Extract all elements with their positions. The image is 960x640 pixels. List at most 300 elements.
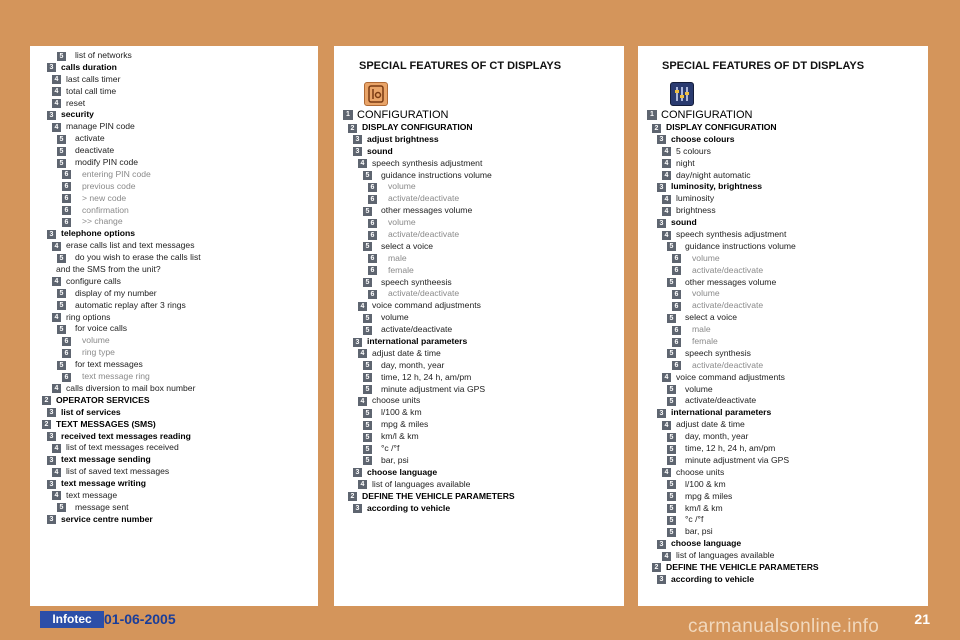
menu-row [638, 181, 928, 193]
level-badge: 5 [363, 361, 372, 370]
menu-row [638, 288, 928, 300]
menu-row [638, 229, 928, 241]
menu-row [30, 181, 318, 193]
level-badge: 4 [52, 313, 61, 322]
menu-row [334, 360, 624, 372]
menu-row [334, 181, 624, 193]
menu-row [638, 574, 928, 586]
level-badge: 5 [57, 361, 66, 370]
level-badge: 5 [667, 492, 676, 501]
level-badge: 6 [368, 254, 377, 263]
menu-row-label: male [388, 252, 407, 263]
menu-row [334, 419, 624, 431]
menu-row-label: OPERATOR SERVICES [56, 394, 150, 405]
level-badge: 5 [363, 421, 372, 430]
menu-row [638, 550, 928, 562]
menu-row [30, 193, 318, 205]
menu-row-label: text message writing [61, 478, 147, 489]
menu-row-label: telephone options [61, 228, 135, 239]
menu-row-label: °c /°f [381, 443, 400, 454]
menu-row [30, 121, 318, 133]
menu-row-label: female [388, 264, 414, 275]
menu-row [334, 134, 624, 146]
level-badge: 3 [47, 230, 56, 239]
menu-row-label: brightness [676, 205, 716, 216]
level-badge: 4 [52, 242, 61, 251]
menu-row-label: activate/deactivate [388, 229, 460, 240]
menu-tree-list [638, 108, 928, 586]
level-badge: 6 [368, 195, 377, 204]
menu-row-label: km/l & km [685, 502, 723, 513]
menu-row-label: day, month, year [381, 359, 445, 370]
menu-row-label: erase calls list and text messages [66, 240, 195, 251]
level-badge: 6 [672, 290, 681, 299]
level-badge: 3 [657, 540, 666, 549]
menu-row-label: select a voice [685, 312, 738, 323]
menu-row [334, 503, 624, 515]
menu-row-label: according to vehicle [671, 573, 755, 584]
menu-row [30, 276, 318, 288]
menu-row-label: >> change [82, 216, 123, 227]
menu-row-label: activate/deactivate [388, 193, 460, 204]
menu-row [638, 134, 928, 146]
menu-row-label: volume [82, 335, 110, 346]
level-badge: 5 [667, 480, 676, 489]
level-badge: 4 [52, 491, 61, 500]
menu-row [638, 146, 928, 158]
menu-row-label: security [61, 109, 94, 120]
menu-row [30, 312, 318, 324]
menu-row [638, 503, 928, 515]
menu-row [30, 335, 318, 347]
menu-row-label: volume [381, 312, 409, 323]
menu-row [638, 122, 928, 134]
level-badge: 5 [363, 171, 372, 180]
menu-column-1 [30, 46, 318, 606]
menu-row-label: speech synthesis adjustment [676, 229, 787, 240]
level-badge: 5 [667, 433, 676, 442]
menu-row [638, 217, 928, 229]
level-badge: 5 [667, 504, 676, 513]
menu-row [30, 478, 318, 490]
menu-row [30, 395, 318, 407]
menu-row [334, 277, 624, 289]
level-badge: 3 [353, 504, 362, 513]
menu-row-label: calls diversion to mail box number [66, 382, 196, 393]
menu-row [30, 466, 318, 478]
menu-row-label: display of my number [75, 287, 157, 298]
menu-row-label: and the SMS from the unit? [56, 264, 161, 275]
menu-row-label: other messages volume [381, 205, 473, 216]
menu-row-label: speech synthesis adjustment [372, 157, 483, 168]
menu-row-label: international parameters [367, 336, 468, 347]
menu-row [30, 502, 318, 514]
level-badge: 5 [57, 301, 66, 310]
menu-row [30, 216, 318, 228]
menu-column-3 [638, 46, 928, 606]
menu-row [334, 241, 624, 253]
level-badge: 5 [363, 445, 372, 454]
menu-row-label: sound [367, 145, 393, 156]
menu-row-label: activate [75, 133, 105, 144]
level-badge: 4 [662, 552, 671, 561]
menu-row-label: day, month, year [685, 431, 749, 442]
menu-row-label: activate/deactivate [685, 395, 757, 406]
level-badge: 2 [42, 420, 51, 429]
level-badge: 5 [363, 242, 372, 251]
menu-row [334, 491, 624, 503]
menu-row [638, 538, 928, 550]
menu-row [638, 467, 928, 479]
menu-row-label: select a voice [381, 240, 434, 251]
level-badge: 6 [62, 349, 71, 358]
menu-row-label: activate/deactivate [692, 264, 764, 275]
level-badge: 4 [52, 123, 61, 132]
menu-row-label: CONFIGURATION [357, 109, 449, 121]
level-badge: 4 [52, 384, 61, 393]
level-badge: 2 [652, 563, 661, 572]
menu-row [638, 205, 928, 217]
level-badge: 5 [363, 326, 372, 335]
menu-row-label: speech synthesis [685, 347, 751, 358]
menu-tree-list [334, 108, 624, 514]
menu-row-label: °c /°f [685, 514, 704, 525]
menu-row [638, 312, 928, 324]
menu-row-label: last calls timer [66, 73, 121, 84]
menu-row-label: activate/deactivate [388, 288, 460, 299]
menu-row-label: for voice calls [75, 323, 128, 334]
menu-row [638, 193, 928, 205]
menu-row [30, 442, 318, 454]
level-badge: 5 [363, 385, 372, 394]
menu-row-label: for text messages [75, 359, 143, 370]
dt-display-icon [670, 82, 694, 106]
menu-row [334, 395, 624, 407]
level-badge: 6 [62, 194, 71, 203]
level-badge: 6 [368, 219, 377, 228]
level-badge: 5 [57, 503, 66, 512]
menu-row-label: total call time [66, 85, 117, 96]
menu-tree-list [30, 50, 318, 526]
level-badge: 4 [662, 468, 671, 477]
menu-row [30, 514, 318, 526]
menu-row [334, 122, 624, 134]
menu-row [334, 205, 624, 217]
menu-row [638, 108, 928, 122]
menu-row-label: adjust date & time [372, 347, 441, 358]
menu-row [30, 419, 318, 431]
menu-row-label: other messages volume [685, 276, 777, 287]
section-title-dt: SPECIAL FEATURES OF DT DISPLAYS [662, 60, 865, 72]
menu-row [334, 158, 624, 170]
menu-row [638, 277, 928, 289]
menu-row [334, 229, 624, 241]
menu-row [638, 562, 928, 574]
level-badge: 3 [47, 111, 56, 120]
menu-row [638, 407, 928, 419]
ct-display-icon [364, 82, 388, 106]
menu-row [30, 50, 318, 62]
menu-row [638, 455, 928, 467]
menu-row [334, 312, 624, 324]
level-badge: 5 [363, 314, 372, 323]
level-badge: 5 [363, 278, 372, 287]
menu-row [638, 384, 928, 396]
menu-row [334, 348, 624, 360]
level-badge: 4 [52, 468, 61, 477]
menu-row-label: bar, psi [685, 526, 713, 537]
menu-row-label: DEFINE THE VEHICLE PARAMETERS [666, 561, 819, 572]
level-badge: 5 [667, 397, 676, 406]
menu-row [334, 300, 624, 312]
level-badge: 6 [368, 266, 377, 275]
menu-row [334, 193, 624, 205]
level-badge: 6 [672, 302, 681, 311]
menu-row-label: choose units [676, 466, 725, 477]
menu-row [30, 347, 318, 359]
menu-row-label: activate/deactivate [381, 324, 453, 335]
menu-row-label: > new code [82, 192, 127, 203]
menu-row-label: voice command adjustments [372, 300, 481, 311]
menu-row-label: male [692, 324, 711, 335]
level-badge: 4 [662, 373, 671, 382]
level-badge: 3 [47, 408, 56, 417]
menu-row [30, 359, 318, 371]
menu-row-label: confirmation [82, 204, 129, 215]
level-badge: 5 [667, 385, 676, 394]
menu-row [334, 384, 624, 396]
level-badge: 5 [57, 135, 66, 144]
menu-row-label: message sent [75, 501, 129, 512]
level-badge: 4 [662, 421, 671, 430]
menu-row [30, 490, 318, 502]
level-badge: 3 [353, 338, 362, 347]
menu-row [30, 407, 318, 419]
menu-row [30, 454, 318, 466]
menu-row [334, 336, 624, 348]
level-badge: 3 [47, 63, 56, 72]
level-badge: 5 [57, 325, 66, 334]
menu-row [638, 419, 928, 431]
menu-row [638, 170, 928, 182]
menu-row-label: time, 12 h, 24 h, am/pm [381, 371, 472, 382]
menu-row-label: text message [66, 489, 118, 500]
level-badge: 6 [672, 338, 681, 347]
level-badge: 5 [57, 52, 66, 61]
menu-row-label: adjust brightness [367, 133, 439, 144]
level-badge: 6 [62, 218, 71, 227]
level-badge: 6 [672, 326, 681, 335]
level-badge: 4 [52, 277, 61, 286]
menu-row-label: l/100 & km [685, 478, 726, 489]
menu-row [638, 265, 928, 277]
level-badge: 1 [343, 110, 353, 120]
menu-row-label: list of text messages received [66, 442, 179, 453]
level-badge: 5 [363, 433, 372, 442]
level-badge: 4 [662, 159, 671, 168]
level-badge: 6 [368, 290, 377, 299]
menu-row [30, 98, 318, 110]
level-badge: 3 [657, 183, 666, 192]
menu-row [30, 169, 318, 181]
menu-row [334, 479, 624, 491]
menu-row [30, 133, 318, 145]
level-badge: 6 [62, 373, 71, 382]
menu-row [638, 324, 928, 336]
menu-row [638, 241, 928, 253]
page-number: 21 [914, 611, 930, 627]
menu-row [638, 395, 928, 407]
menu-row-label: l/100 & km [381, 407, 422, 418]
level-badge: 5 [667, 528, 676, 537]
menu-row-label: minute adjustment via GPS [381, 383, 486, 394]
level-badge: 5 [667, 445, 676, 454]
menu-row-label: international parameters [671, 407, 772, 418]
menu-row [30, 109, 318, 121]
level-badge: 3 [47, 432, 56, 441]
level-badge: 5 [667, 278, 676, 287]
level-badge: 6 [368, 231, 377, 240]
menu-row-label: previous code [82, 180, 136, 191]
menu-row-label: choose colours [671, 133, 735, 144]
level-badge: 3 [47, 456, 56, 465]
menu-row [30, 157, 318, 169]
menu-row [334, 170, 624, 182]
level-badge: 6 [62, 337, 71, 346]
level-badge: 2 [652, 124, 661, 133]
menu-row-label: reset [66, 97, 86, 108]
menu-row-label: volume [685, 383, 713, 394]
menu-row [334, 288, 624, 300]
menu-row-label: mpg & miles [381, 419, 429, 430]
menu-row [334, 265, 624, 277]
menu-row [30, 264, 318, 276]
menu-row-label: list of networks [75, 50, 132, 60]
menu-row [334, 108, 624, 122]
menu-row-label: text message sending [61, 454, 151, 465]
menu-row-label: voice command adjustments [676, 371, 785, 382]
menu-row-label: list of languages available [676, 550, 775, 561]
menu-row-label: service centre number [61, 513, 153, 524]
menu-row [334, 253, 624, 265]
level-badge: 6 [672, 266, 681, 275]
menu-row-label: calls duration [61, 61, 117, 72]
menu-row [638, 158, 928, 170]
level-badge: 4 [358, 349, 367, 358]
menu-row-label: minute adjustment via GPS [685, 454, 790, 465]
menu-row-label: choose language [671, 538, 742, 549]
level-badge: 4 [662, 207, 671, 216]
menu-row-label: 5 colours [676, 145, 711, 156]
menu-row [334, 146, 624, 158]
menu-row [30, 288, 318, 300]
menu-row-label: adjust date & time [676, 419, 745, 430]
menu-row [30, 323, 318, 335]
level-badge: 1 [647, 110, 657, 120]
menu-row [334, 455, 624, 467]
level-badge: 4 [662, 231, 671, 240]
infotec-logo: Infotec [40, 611, 104, 628]
level-badge: 6 [62, 206, 71, 215]
level-badge: 3 [47, 480, 56, 489]
menu-row-label: choose language [367, 466, 438, 477]
level-badge: 6 [62, 182, 71, 191]
menu-row-label: configure calls [66, 275, 121, 286]
menu-row [30, 62, 318, 74]
menu-row-label: manage PIN code [66, 121, 135, 132]
menu-row-label: speech syntheesis [381, 276, 452, 287]
menu-row-label: list of languages available [372, 478, 471, 489]
menu-row [30, 205, 318, 217]
menu-row [30, 240, 318, 252]
menu-row [334, 324, 624, 336]
level-badge: 6 [672, 254, 681, 263]
level-badge: 3 [353, 147, 362, 156]
menu-row-label: night [676, 157, 695, 168]
level-badge: 3 [47, 515, 56, 524]
level-badge: 5 [57, 289, 66, 298]
level-badge: 4 [662, 147, 671, 156]
menu-row-label: volume [692, 288, 720, 299]
menu-row [334, 467, 624, 479]
menu-row-label: bar, psi [381, 454, 409, 465]
menu-row-label: entering PIN code [82, 168, 151, 179]
menu-row [30, 86, 318, 98]
level-badge: 4 [52, 87, 61, 96]
menu-row [638, 431, 928, 443]
menu-row [334, 443, 624, 455]
menu-row [638, 253, 928, 265]
menu-row-label: DEFINE THE VEHICLE PARAMETERS [362, 490, 515, 501]
level-badge: 6 [672, 361, 681, 370]
level-badge: 5 [363, 409, 372, 418]
menu-row-label: female [692, 336, 718, 347]
menu-row-label: guidance instructions volume [685, 240, 796, 251]
menu-row-label: automatic replay after 3 rings [75, 299, 186, 310]
level-badge: 4 [358, 159, 367, 168]
section-title-ct: SPECIAL FEATURES OF CT DISPLAYS [359, 60, 562, 72]
level-badge: 4 [662, 171, 671, 180]
menu-column-2 [334, 46, 624, 606]
menu-row [30, 145, 318, 157]
menu-row [638, 491, 928, 503]
menu-row [30, 383, 318, 395]
menu-row-label: text message ring [82, 371, 150, 382]
menu-row-label: list of services [61, 406, 121, 417]
level-badge: 2 [348, 492, 357, 501]
menu-row-label: volume [388, 217, 416, 228]
menu-row-label: activate/deactivate [692, 300, 764, 311]
level-badge: 5 [57, 254, 66, 263]
menu-row [334, 372, 624, 384]
menu-row [334, 217, 624, 229]
level-badge: 4 [358, 302, 367, 311]
menu-row-label: ring type [82, 347, 115, 358]
menu-row [638, 372, 928, 384]
level-badge: 5 [363, 207, 372, 216]
menu-row-label: volume [388, 181, 416, 192]
menu-row [638, 514, 928, 526]
level-badge: 4 [662, 195, 671, 204]
level-badge: 3 [353, 468, 362, 477]
level-badge: 4 [52, 75, 61, 84]
menu-row [30, 252, 318, 264]
menu-row-label: activate/deactivate [692, 359, 764, 370]
menu-row-label: CONFIGURATION [661, 109, 753, 121]
menu-row [30, 431, 318, 443]
level-badge: 6 [368, 183, 377, 192]
menu-row-label: TEXT MESSAGES (SMS) [56, 418, 156, 429]
